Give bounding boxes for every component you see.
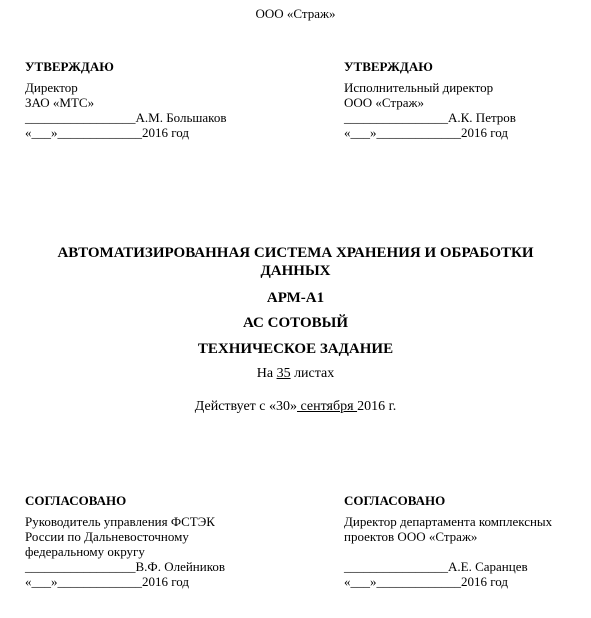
agreer-position: Руководитель управления ФСТЭК [25, 514, 215, 529]
agreed-heading: СОГЛАСОВАНО [344, 493, 446, 508]
system-title-line1: АВТОМАТИЗИРОВАННАЯ СИСТЕМА ХРАНЕНИЯ И ОБРАБОТКИ [57, 245, 534, 261]
sheet-count-value: 35 [276, 366, 291, 381]
approver-organization: ЗАО «МТС» [25, 95, 95, 110]
organization-header: ООО «Страж» [255, 6, 336, 21]
signature-line: _________________В.Ф. Олейников [25, 559, 226, 574]
sheet-count: На 35 листах [256, 366, 335, 381]
agreer-position: Директор департамента комплексных [344, 514, 553, 529]
system-short-name: АС СОТОВЫЙ [242, 315, 349, 331]
agreed-block-left [25, 493, 275, 589]
approve-heading: УТВЕРЖДАЮ [25, 59, 114, 74]
approve-block-left [25, 59, 275, 140]
system-code: АРМ-А1 [266, 290, 325, 306]
signature-line: _________________А.М. Большаков [25, 110, 227, 125]
date-line: «___»_____________2016 год [25, 574, 189, 589]
approve-heading: УТВЕРЖДАЮ [344, 59, 433, 74]
approver-position: Директор [25, 80, 78, 95]
effective-date: Действует с «30» сентября 2016 г. [194, 399, 397, 414]
agreer-position: федеральному округу [25, 544, 145, 559]
agreed-block-right [344, 493, 591, 589]
date-line: «___»_____________2016 год [344, 125, 508, 140]
agreer-position: России по Дальневосточному [25, 529, 189, 544]
approve-block-right [344, 59, 591, 140]
signature-line: ________________А.К. Петров [344, 110, 516, 125]
date-line: «___»_____________2016 год [344, 574, 508, 589]
agreed-heading: СОГЛАСОВАНО [25, 493, 127, 508]
date-line: «___»_____________2016 год [25, 125, 189, 140]
approver-organization: ООО «Страж» [344, 95, 425, 110]
document-type: ТЕХНИЧЕСКОЕ ЗАДАНИЕ [197, 341, 394, 357]
agreer-position: проектов ООО «Страж» [344, 529, 478, 544]
effective-month: сентября [297, 399, 358, 414]
system-title-line2: ДАННЫХ [260, 263, 331, 279]
signature-line: ________________А.Е. Саранцев [344, 559, 528, 574]
approver-position: Исполнительный директор [344, 80, 494, 95]
